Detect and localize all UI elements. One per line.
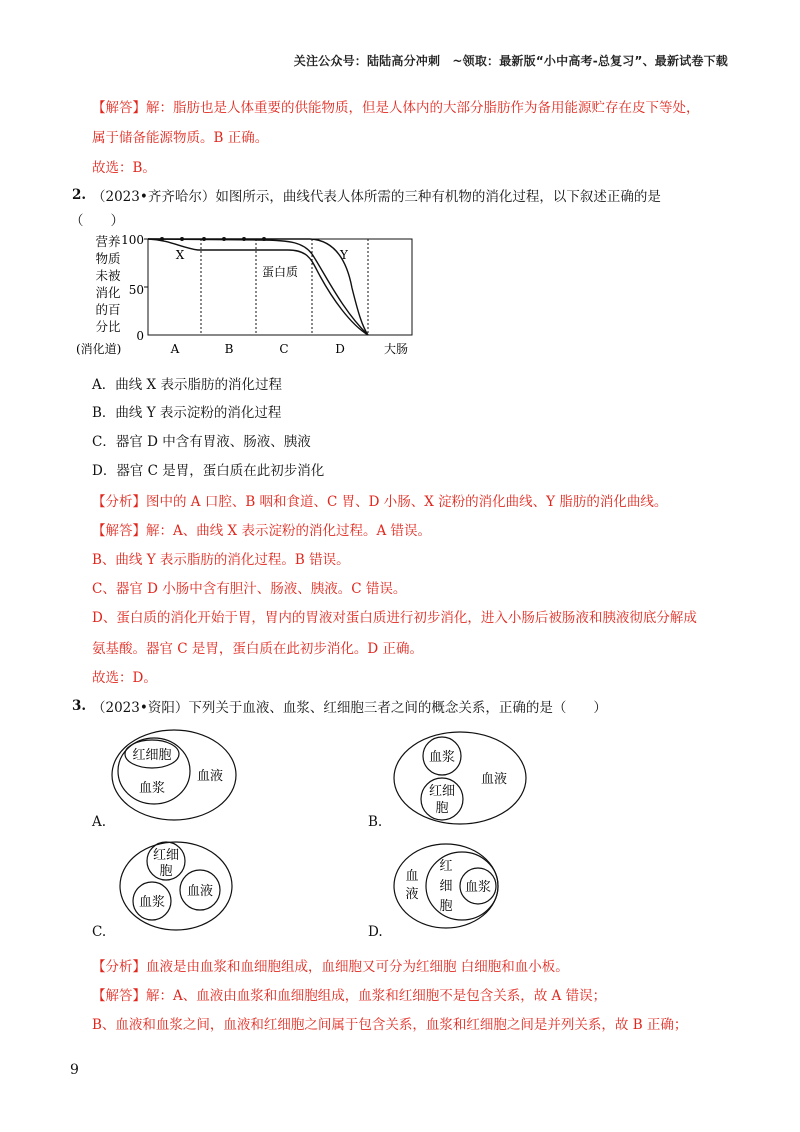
x-prefix: (消化道) <box>76 342 122 356</box>
diagram-c-label: C. <box>92 924 107 940</box>
label-blood: 血液 <box>196 769 224 784</box>
label-blood: 液 <box>405 887 419 902</box>
label-red-cell: 红细胞 <box>132 748 172 763</box>
q2-answer-line-3: C、器官 D 小肠中含有胆汁、肠液、胰液。C 错误。 <box>92 581 407 597</box>
q2-answer-line-4: D、蛋白质的消化开始于胃，胃内的胃液对蛋白质进行初步消化，进入小肠后被肠液和胰液彻底分解成 <box>92 610 697 626</box>
analysis-tag: 【分析】 <box>92 959 146 975</box>
label-red-cell: 胞 <box>159 864 173 879</box>
diagram-c <box>116 838 236 934</box>
q1-choice: 故选：B。 <box>92 160 156 176</box>
y-tick-50: 50 <box>128 283 144 297</box>
diagram-a <box>110 728 240 822</box>
label-blood: 血 <box>405 869 419 884</box>
curve-label-protein: 蛋白质 <box>261 265 299 279</box>
chart-frame <box>148 239 412 335</box>
q3-answer-line-2: B、血液和血浆之间，血液和红细胞之间属于包含关系，血浆和红细胞之间是并列关系，故 B 正确； <box>92 1017 688 1033</box>
y-label-line: 的百 <box>95 302 121 317</box>
y-tick-0: 0 <box>136 329 144 343</box>
y-label-line: 物质 <box>95 251 121 266</box>
q2-answer-line-2: B、曲线 Y 表示脂肪的消化过程。B 错误。 <box>92 552 350 568</box>
label-red-cell: 红 <box>439 859 453 874</box>
curve-point <box>222 237 226 241</box>
curve-point <box>160 237 164 241</box>
region-label-b: B <box>224 342 234 356</box>
y-label-line: 未被 <box>95 268 121 283</box>
y-label-line: 消化 <box>95 285 121 300</box>
y-tick-100: 100 <box>121 233 144 247</box>
q2-option-d: D．器官 C 是胃，蛋白质在此初步消化 <box>92 463 325 479</box>
answer-tag: 【解答】 <box>92 523 146 539</box>
label-plasma: 血浆 <box>428 750 456 765</box>
answer-tag: 【解答】 <box>92 988 146 1004</box>
page-header: 关注公众号：陆陆高分冲刺 ~领取：最新版“小中高考-总复习”、最新试卷下载 <box>293 54 728 68</box>
region-label-a: A <box>170 342 180 356</box>
digestion-chart <box>70 226 430 360</box>
q2-answer-line-1: 【解答】解：A、曲线 X 表示淀粉的消化过程。A 错误。 <box>92 523 431 539</box>
y-label-line: 营养 <box>95 234 121 249</box>
q1-answer-line-2: 属于储备能源物质。B 正确。 <box>92 130 269 146</box>
q3-stem: （2023•资阳）下列关于血液、血浆、红细胞三者之间的概念关系，正确的是（ ） <box>92 700 607 716</box>
q3-number: 3. <box>72 698 87 714</box>
diagram-b <box>390 728 530 828</box>
q2-stem-line-1: （2023•齐齐哈尔）如图所示，曲线代表人体所需的三种有机物的消化过程，以下叙述正确的是 <box>92 189 661 205</box>
q2-option-a: A．曲线 X 表示脂肪的消化过程 <box>92 377 282 393</box>
diagram-a-label: A. <box>92 814 107 830</box>
diagram-d-label: D. <box>368 924 383 940</box>
label-plasma: 血浆 <box>138 895 166 910</box>
q2-answer-line-5: 氨基酸。器官 C 是胃，蛋白质在此初步消化。D 正确。 <box>92 641 424 657</box>
q1-answer-line-1: 【解答】解：脂肪也是人体重要的供能物质，但是人体内的大部分脂肪作为备用能源贮存在皮下等处， <box>92 100 700 116</box>
curve-point <box>262 237 266 241</box>
label-red-cell: 胞 <box>439 899 453 914</box>
label-plasma: 血浆 <box>138 781 166 796</box>
q2-choice: 故选：D。 <box>92 670 157 686</box>
answer-tag: 【解答】 <box>92 100 146 116</box>
region-label-large-intestine: 大肠 <box>383 342 409 356</box>
label-plasma: 血浆 <box>464 880 492 895</box>
q3-analysis: 【分析】血液是由血浆和血细胞组成，血细胞又可分为红细胞 白细胞和血小板。 <box>92 959 569 975</box>
chart-y-label <box>95 234 121 334</box>
region-label-c: C <box>279 342 289 356</box>
label-red-cell: 红细 <box>428 784 456 799</box>
q3-answer-line-1: 【解答】解：A、血液由血浆和血细胞组成，血浆和红细胞不是包含关系，故 A 错误； <box>92 988 607 1004</box>
q2-option-c: C．器官 D 中含有胃液、肠液、胰液 <box>92 434 311 450</box>
diagram-b-label: B. <box>368 814 383 830</box>
label-red-cell: 红细 <box>152 848 180 863</box>
curve-label-y: Y <box>340 248 348 262</box>
curve-point <box>202 237 206 241</box>
curve-point <box>242 237 246 241</box>
curve-point <box>180 237 184 241</box>
page-number: 9 <box>70 1062 79 1078</box>
region-label-d: D <box>335 342 345 356</box>
q2-analysis: 【分析】图中的 A 口腔、B 咽和食道、C 胃、D 小肠、X 淀粉的消化曲线、Y 脂肪的消化曲线。 <box>92 494 668 510</box>
y-label-line: 分比 <box>95 319 121 334</box>
label-blood: 血液 <box>186 884 214 899</box>
label-red-cell: 细 <box>439 879 453 894</box>
analysis-tag: 【分析】 <box>92 494 146 510</box>
label-blood: 血液 <box>480 772 508 787</box>
q2-option-b: B．曲线 Y 表示淀粉的消化过程 <box>92 405 282 421</box>
q2-stem-line-2: （ ） <box>70 213 124 229</box>
diagram-d <box>390 840 520 934</box>
q2-number: 2. <box>72 187 87 203</box>
label-red-cell: 胞 <box>435 801 449 816</box>
curve-label-x: X <box>175 248 185 262</box>
